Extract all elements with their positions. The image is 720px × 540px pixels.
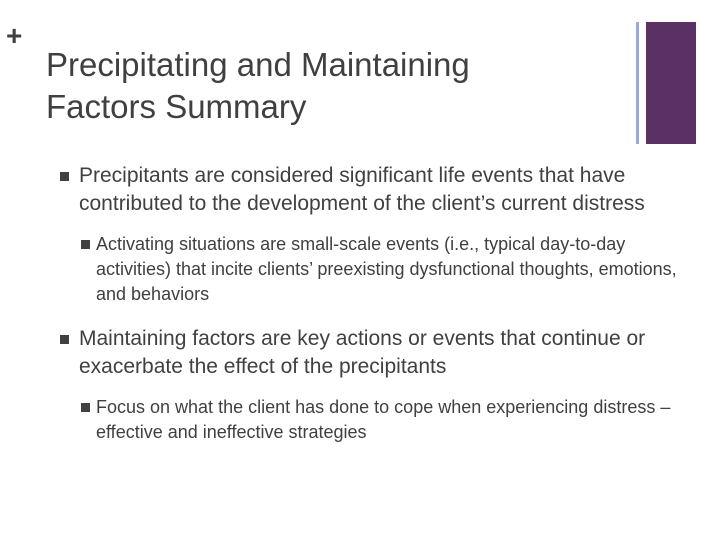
bullet-maintaining-factors [60,325,690,381]
accent-bar-thin [636,22,639,144]
bullet-square-icon [81,240,90,249]
bullet-list [60,162,690,445]
bullet-square-icon [60,172,69,181]
sub-bullet-activating-situations [60,232,690,307]
title-line-1: Precipitating and Maintaining [46,46,470,83]
bullet-text: Maintaining factors are key actions or events that continue or exacerbate the effect of the precipitants [79,327,646,378]
accent-bar-thick [646,22,696,144]
bullet-text: Precipitants are considered significant life events that have contributed to the development of the client’s current distress [79,164,645,215]
plus-icon: + [6,20,23,51]
bullet-precipitants [60,162,690,218]
sub-bullet-text: Activating situations are small-scale events (i.e., typical day-to-day activities) that incite clients’ preexisting dysfunctional thoughts, emotions, and behaviors [96,234,677,304]
sub-bullet-coping-focus [60,395,690,445]
slide-title [46,44,616,128]
bullet-square-icon [60,335,69,344]
sub-bullet-text: Focus on what the client has done to cope when experiencing distress – effective and ineffective strategies [96,397,671,442]
title-line-2: Factors Summary [46,88,307,125]
bullet-square-icon [81,403,90,412]
